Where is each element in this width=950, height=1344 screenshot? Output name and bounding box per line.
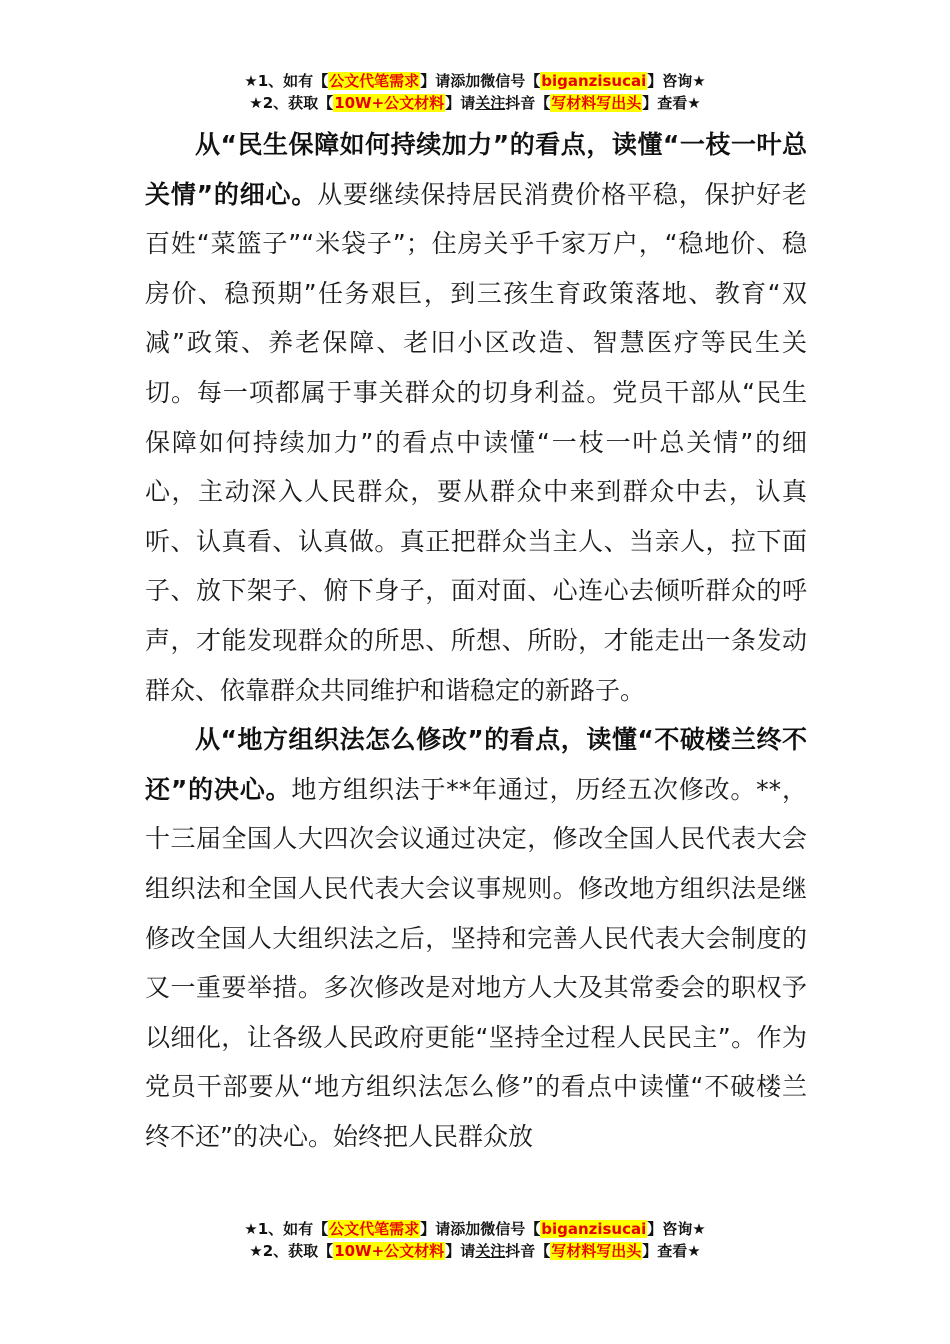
paragraph-body: 从要继续保持居民消费价格平稳，保护好老百姓“菜篮子”“米袋子”；住房关乎千家万户，“稳地价、稳房价、稳预期”任务艰巨，到三孩生育政策落地、教育“双减”政策、养老保障、老旧小区改造、智慧医疗等民生关切。每一项都属于事关群众的切身利益。党员干部从“民生保障如何持续加力”的看点中读懂“一枝一叶总关情”的细心，主动深入人民群众，要从群众中来到群众中去，认真听、认真看、认真做。真正把群众当主人、当亲人，拉下面子、放下架子、俯下身子，面对面、心连心去倾听群众的呼声，才能发现群众的所思、所想、所盼，才能走出一条发动群众、依靠群众共同维护和谐稳定的新路子。	[145, 179, 807, 705]
banner-highlight-wechat: biganzisucai	[541, 1220, 647, 1238]
header-banner	[0, 70, 950, 114]
banner-line-1	[0, 1218, 950, 1240]
banner-highlight: 10W+公文材料	[334, 1242, 445, 1260]
banner-text: 】咨询★	[647, 72, 706, 90]
banner-text: 抖音【	[505, 94, 551, 112]
paragraph-lead: 从“民生保障如何持续加力”的看点，读懂“一枝一叶总关情”的细心。	[145, 130, 807, 209]
banner-line-1	[0, 70, 950, 92]
banner-text: 】请	[445, 94, 476, 112]
banner-text: 】请添加微信号【	[420, 72, 541, 90]
banner-text: 】查看★	[642, 1242, 701, 1260]
banner-text: ★2、获取【	[249, 1242, 334, 1260]
banner-highlight: 公文代笔需求	[329, 72, 420, 90]
banner-text: 】请	[445, 1242, 476, 1260]
banner-highlight: 10W+公文材料	[334, 94, 445, 112]
banner-text: 抖音【	[505, 1242, 551, 1260]
banner-highlight: 公文代笔需求	[329, 1220, 420, 1238]
banner-line-2	[0, 1240, 950, 1262]
paragraph-lead: 从“地方组织法怎么修改”的看点，读懂“不破楼兰终不还”的决心。	[145, 725, 807, 804]
banner-text: 】请添加微信号【	[420, 1220, 541, 1238]
paragraph	[145, 120, 807, 715]
paragraph-body: 地方组织法于**年通过，历经五次修改。**，十三届全国人大四次会议通过决定，修改全国人民代表大会组织法和全国人民代表大会议事规则。修改地方组织法是继修改全国人大组织法之后，坚持和完善人民代表大会制度的又一重要举措。多次修改是对地方人大及其常委会的职权予以细化，让各级人民政府更能“坚持全过程人民民主”。作为党员干部要从“地方组织法怎么修”的看点中读懂“不破楼兰终不还”的决心。始终把人民群众放	[145, 774, 807, 1151]
banner-underlined: 关注	[475, 1242, 506, 1260]
banner-text: 】查看★	[642, 94, 701, 112]
banner-highlight-douyin: 写材料写出头	[551, 94, 642, 112]
banner-highlight-wechat: biganzisucai	[541, 72, 647, 90]
banner-highlight-douyin: 写材料写出头	[551, 1242, 642, 1260]
banner-text: ★2、获取【	[249, 94, 334, 112]
footer-banner	[0, 1218, 950, 1262]
banner-text: ★1、如有【	[244, 1220, 329, 1238]
banner-text: ★1、如有【	[244, 72, 329, 90]
banner-underlined: 关注	[475, 94, 506, 112]
banner-line-2	[0, 92, 950, 114]
banner-text: 】咨询★	[647, 1220, 706, 1238]
paragraph	[145, 715, 807, 1161]
document-body	[145, 120, 807, 1161]
